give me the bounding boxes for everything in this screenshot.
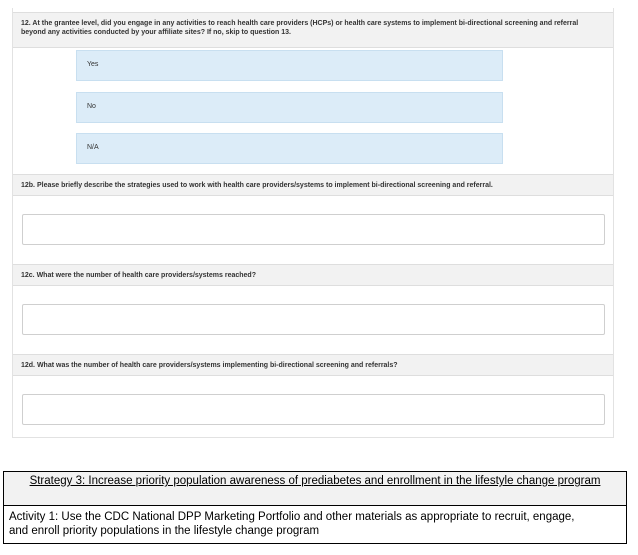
question-12b-text: 12b. Please briefly describe the strategies used to work with health care providers/systems to implement bi-directional screening and referral. xyxy=(13,174,613,196)
question-12d-text: 12d. What was the number of health care providers/systems implementing bi-directional screening and referrals? xyxy=(13,354,613,376)
strategy-title-text: Strategy 3: Increase priority population awareness of prediabetes and enrollment in the lifestyle change program xyxy=(29,475,601,487)
question-12b-input[interactable] xyxy=(22,214,605,245)
question-12d-input[interactable] xyxy=(22,394,605,425)
option-na[interactable]: N/A xyxy=(76,133,503,164)
strategy-title xyxy=(4,472,626,506)
strategy-table xyxy=(3,471,627,544)
survey-form xyxy=(12,8,614,438)
question-12c-text: 12c. What were the number of health care providers/systems reached? xyxy=(13,264,613,286)
option-no[interactable]: No xyxy=(76,92,503,123)
question-12c-input[interactable] xyxy=(22,304,605,335)
option-yes[interactable]: Yes xyxy=(76,50,503,81)
question-12-text: 12. At the grantee level, did you engage in any activities to reach health care providers (HCPs) or health care systems to implement bi-directional screening and referral beyond any activities conducted by your affiliate sites? If no, skip to question 13. xyxy=(13,12,613,48)
activity-text: Activity 1: Use the CDC National DPP Marketing Portfolio and other materials as appropriate to recruit, engage, and enroll priority populations in the lifestyle change program xyxy=(9,511,575,537)
